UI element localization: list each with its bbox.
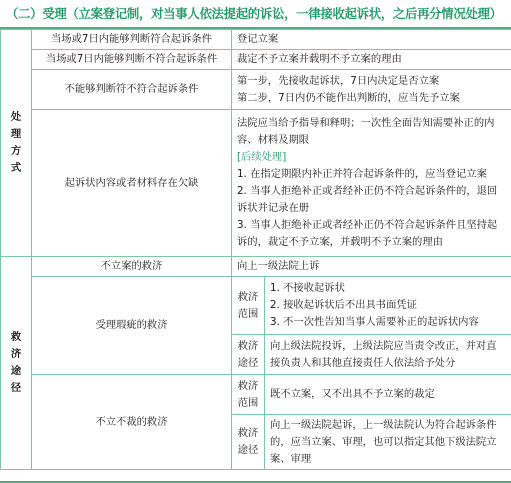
table-row bbox=[1, 70, 511, 110]
condition-cell: 当场或7日内能够判断符合起诉条件 bbox=[32, 30, 232, 50]
result-cell bbox=[232, 70, 511, 110]
condition-cell: 当场或7日内能够判断不符合起诉条件 bbox=[32, 50, 232, 70]
route-label: 救济 途径 bbox=[232, 335, 265, 375]
followup-item: 3. 当事人拒绝补正或者经补正仍不符合起诉条件且坚持起诉的，裁定不予立案，并载明不予立案的理由 bbox=[237, 219, 498, 248]
route-cell: 向上级法院投诉，上级法院应当责令改正，并对直接负责人和其他直接责任人依法给予处分 bbox=[265, 335, 511, 375]
followup-label: [后续处理] bbox=[237, 151, 287, 163]
scope-item: 1. 不接收起诉状 bbox=[270, 282, 345, 294]
acceptance-table bbox=[0, 29, 511, 470]
table-row bbox=[1, 50, 511, 70]
table-row bbox=[1, 30, 511, 50]
route-label: 救济 途径 bbox=[232, 415, 265, 470]
category-remedy: 救济 途径 bbox=[1, 257, 32, 470]
scope-item: 3. 不一次性告知当事人需要补正的起诉状内容 bbox=[270, 316, 479, 328]
section-title: （二）受理（立案登记制，对当事人依法提起的诉讼，一律接收起诉状，之后再分情况处理） bbox=[6, 6, 502, 21]
result-line: 第一步，先接收起诉状，7日内决定是否立案 bbox=[237, 74, 440, 87]
followup-item: 1. 在指定期限内补正并符合起诉条件的，应当登记立案 bbox=[237, 168, 487, 180]
result-cell: 登记立案 bbox=[232, 30, 511, 50]
condition-cell: 起诉状内容或者材料存在欠缺 bbox=[32, 110, 232, 257]
guidance-text: 法院应当给予指导和释明；一次性全面告知需要补正的内容、材料及期限 bbox=[237, 117, 495, 146]
followup-item: 2. 当事人拒绝补正或者经补正仍不符合起诉条件的，退回诉状并记录在册 bbox=[237, 185, 498, 214]
condition-cell: 不立不裁的救济 bbox=[32, 375, 232, 470]
condition-cell: 不立案的救济 bbox=[32, 257, 232, 277]
condition-cell: 不能够判断符不符合起诉条件 bbox=[32, 70, 232, 110]
result-cell: 裁定不予立案并载明不予立案的理由 bbox=[232, 50, 511, 70]
result-line: 第二步，7日内仍不能作出判断的，应当先予立案 bbox=[237, 91, 460, 104]
scope-cell bbox=[265, 277, 511, 335]
scope-cell: 既不立案，又不出具不予立案的裁定 bbox=[265, 375, 511, 415]
table-row bbox=[1, 257, 511, 277]
result-cell bbox=[232, 110, 511, 257]
scope-label: 救济 范围 bbox=[232, 375, 265, 415]
scope-item: 2. 接收起诉状后不出具书面凭证 bbox=[270, 299, 417, 311]
category-handling: 处理 方式 bbox=[1, 30, 32, 257]
table-row bbox=[1, 110, 511, 257]
result-cell: 向上一级法院上诉 bbox=[232, 257, 511, 277]
table-row bbox=[1, 375, 511, 415]
table-row bbox=[1, 277, 511, 335]
route-cell: 向上一级法院起诉，上一级法院认为符合起诉条件的，应当立案、审理，也可以指定其他下级法院立案、审理 bbox=[265, 415, 511, 470]
scope-label: 救济 范围 bbox=[232, 277, 265, 335]
condition-cell: 受理瑕疵的救济 bbox=[32, 277, 232, 375]
